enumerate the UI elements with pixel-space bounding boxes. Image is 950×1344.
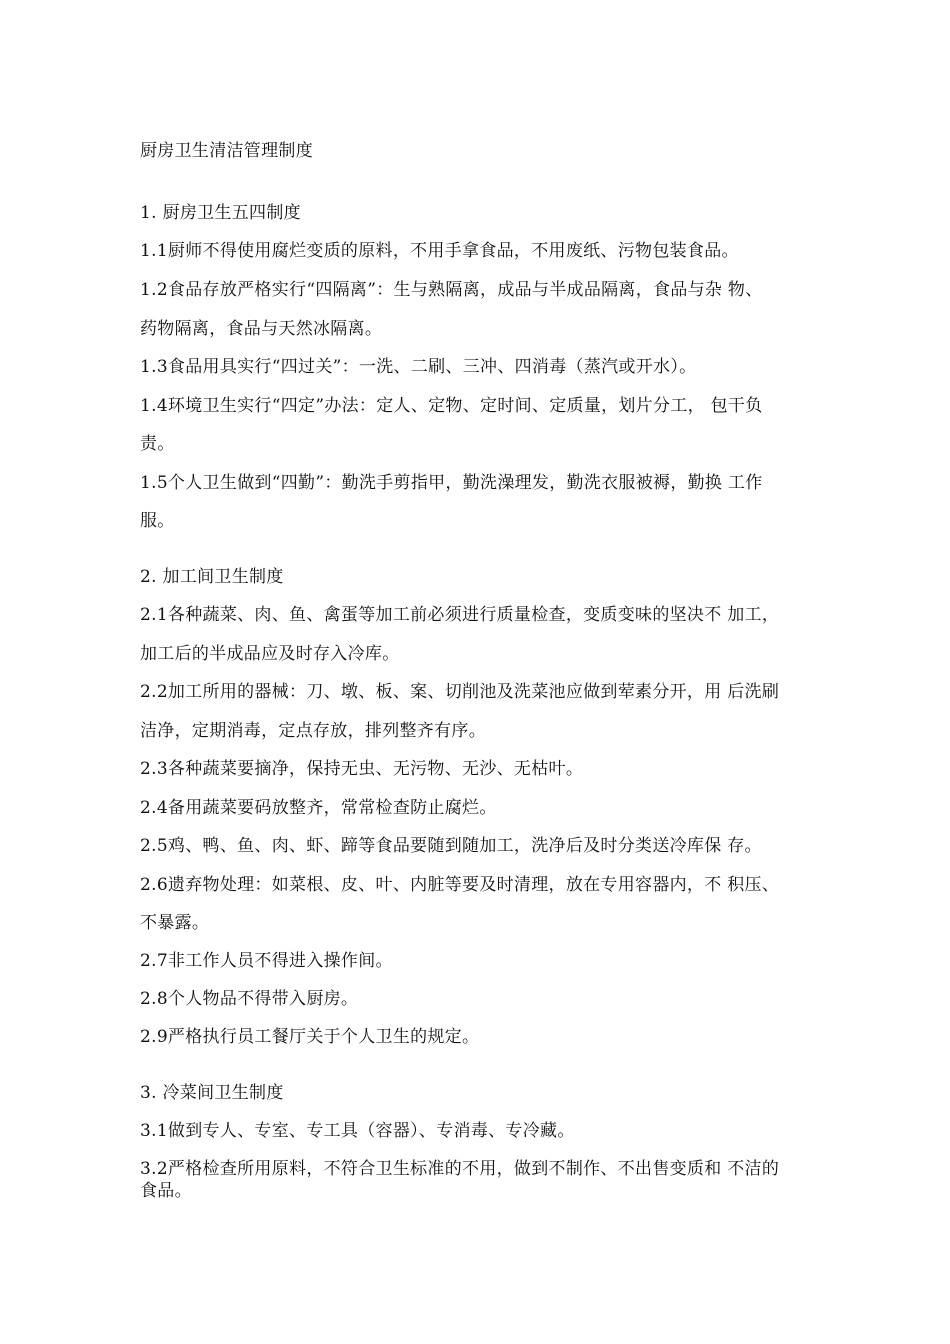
section-heading-3: 3. 冷菜间卫生制度 <box>140 1083 284 1103</box>
paragraph-line: 3.1做到专人、专室、专工具（容器）、专消毒、专冷藏。 <box>140 1121 575 1141</box>
paragraph-line: 2.6遗弃物处理：如菜根、皮、叶、内脏等要及时清理，放在专用容器内，不 积压、 <box>140 875 780 895</box>
section-heading-2: 2. 加工间卫生制度 <box>140 567 284 587</box>
paragraph-line: 1.4环境卫生实行“四定”办法：定人、定物、定时间、定质量，划片分工， 包干负 <box>140 396 763 416</box>
paragraph-line: 2.3各种蔬菜要摘净，保持无虫、无污物、无沙、无枯叶。 <box>140 759 584 779</box>
paragraph-line: 药物隔离，食品与天然冰隔离。 <box>140 319 383 339</box>
paragraph-line: 1.3食品用具实行“四过关”：一洗、二刷、三冲、四消毒（蒸汽或开水）。 <box>140 357 697 377</box>
paragraph-line: 食品。 <box>140 1181 192 1201</box>
paragraph-line: 加工后的半成品应及时存入冷库。 <box>140 644 400 664</box>
document-title: 厨房卫生清洁管理制度 <box>140 141 313 161</box>
paragraph-line: 责。 <box>140 434 175 454</box>
section-heading-1: 1. 厨房卫生五四制度 <box>140 203 301 223</box>
paragraph-line: 3.2严格检查所用原料，不符合卫生标准的不用，做到不制作、不出售变质和 不洁的 <box>140 1159 780 1179</box>
paragraph-line: 2.7非工作人员不得进入操作间。 <box>140 951 393 971</box>
paragraph-line: 1.2食品存放严格实行“四隔离”：生与熟隔离，成品与半成品隔离，食品与杂 物、 <box>140 280 763 300</box>
paragraph-line: 2.5鸡、鸭、鱼、肉、虾、蹄等食品要随到随加工，洗净后及时分类送冷库保 存。 <box>140 836 762 856</box>
paragraph-line: 2.2加工所用的器械：刀、墩、板、案、切削池及洗菜池应做到荤素分开，用 后洗刷 <box>140 682 780 702</box>
paragraph-line: 2.8个人物品不得带入厨房。 <box>140 989 359 1009</box>
paragraph-line: 2.9严格执行员工餐厅关于个人卫生的规定。 <box>140 1027 480 1047</box>
paragraph-line: 1.1厨师不得使用腐烂变质的原料，不用手拿食品，不用废纸、污物包装食品。 <box>140 241 739 261</box>
paragraph-line: 2.1各种蔬菜、肉、鱼、禽蛋等加工前必须进行质量检查，变质变味的坚决不 加工， <box>140 605 780 625</box>
paragraph-line: 洁净，定期消毒，定点存放，排列整齐有序。 <box>140 721 486 741</box>
paragraph-line: 不暴露。 <box>140 913 210 933</box>
paragraph-line: 2.4备用蔬菜要码放整齐，常常检查防止腐烂。 <box>140 798 497 818</box>
paragraph-line: 服。 <box>140 511 175 531</box>
paragraph-line: 1.5个人卫生做到“四勤”：勤洗手剪指甲，勤洗澡理发，勤洗衣服被褥，勤换 工作 <box>140 473 763 493</box>
